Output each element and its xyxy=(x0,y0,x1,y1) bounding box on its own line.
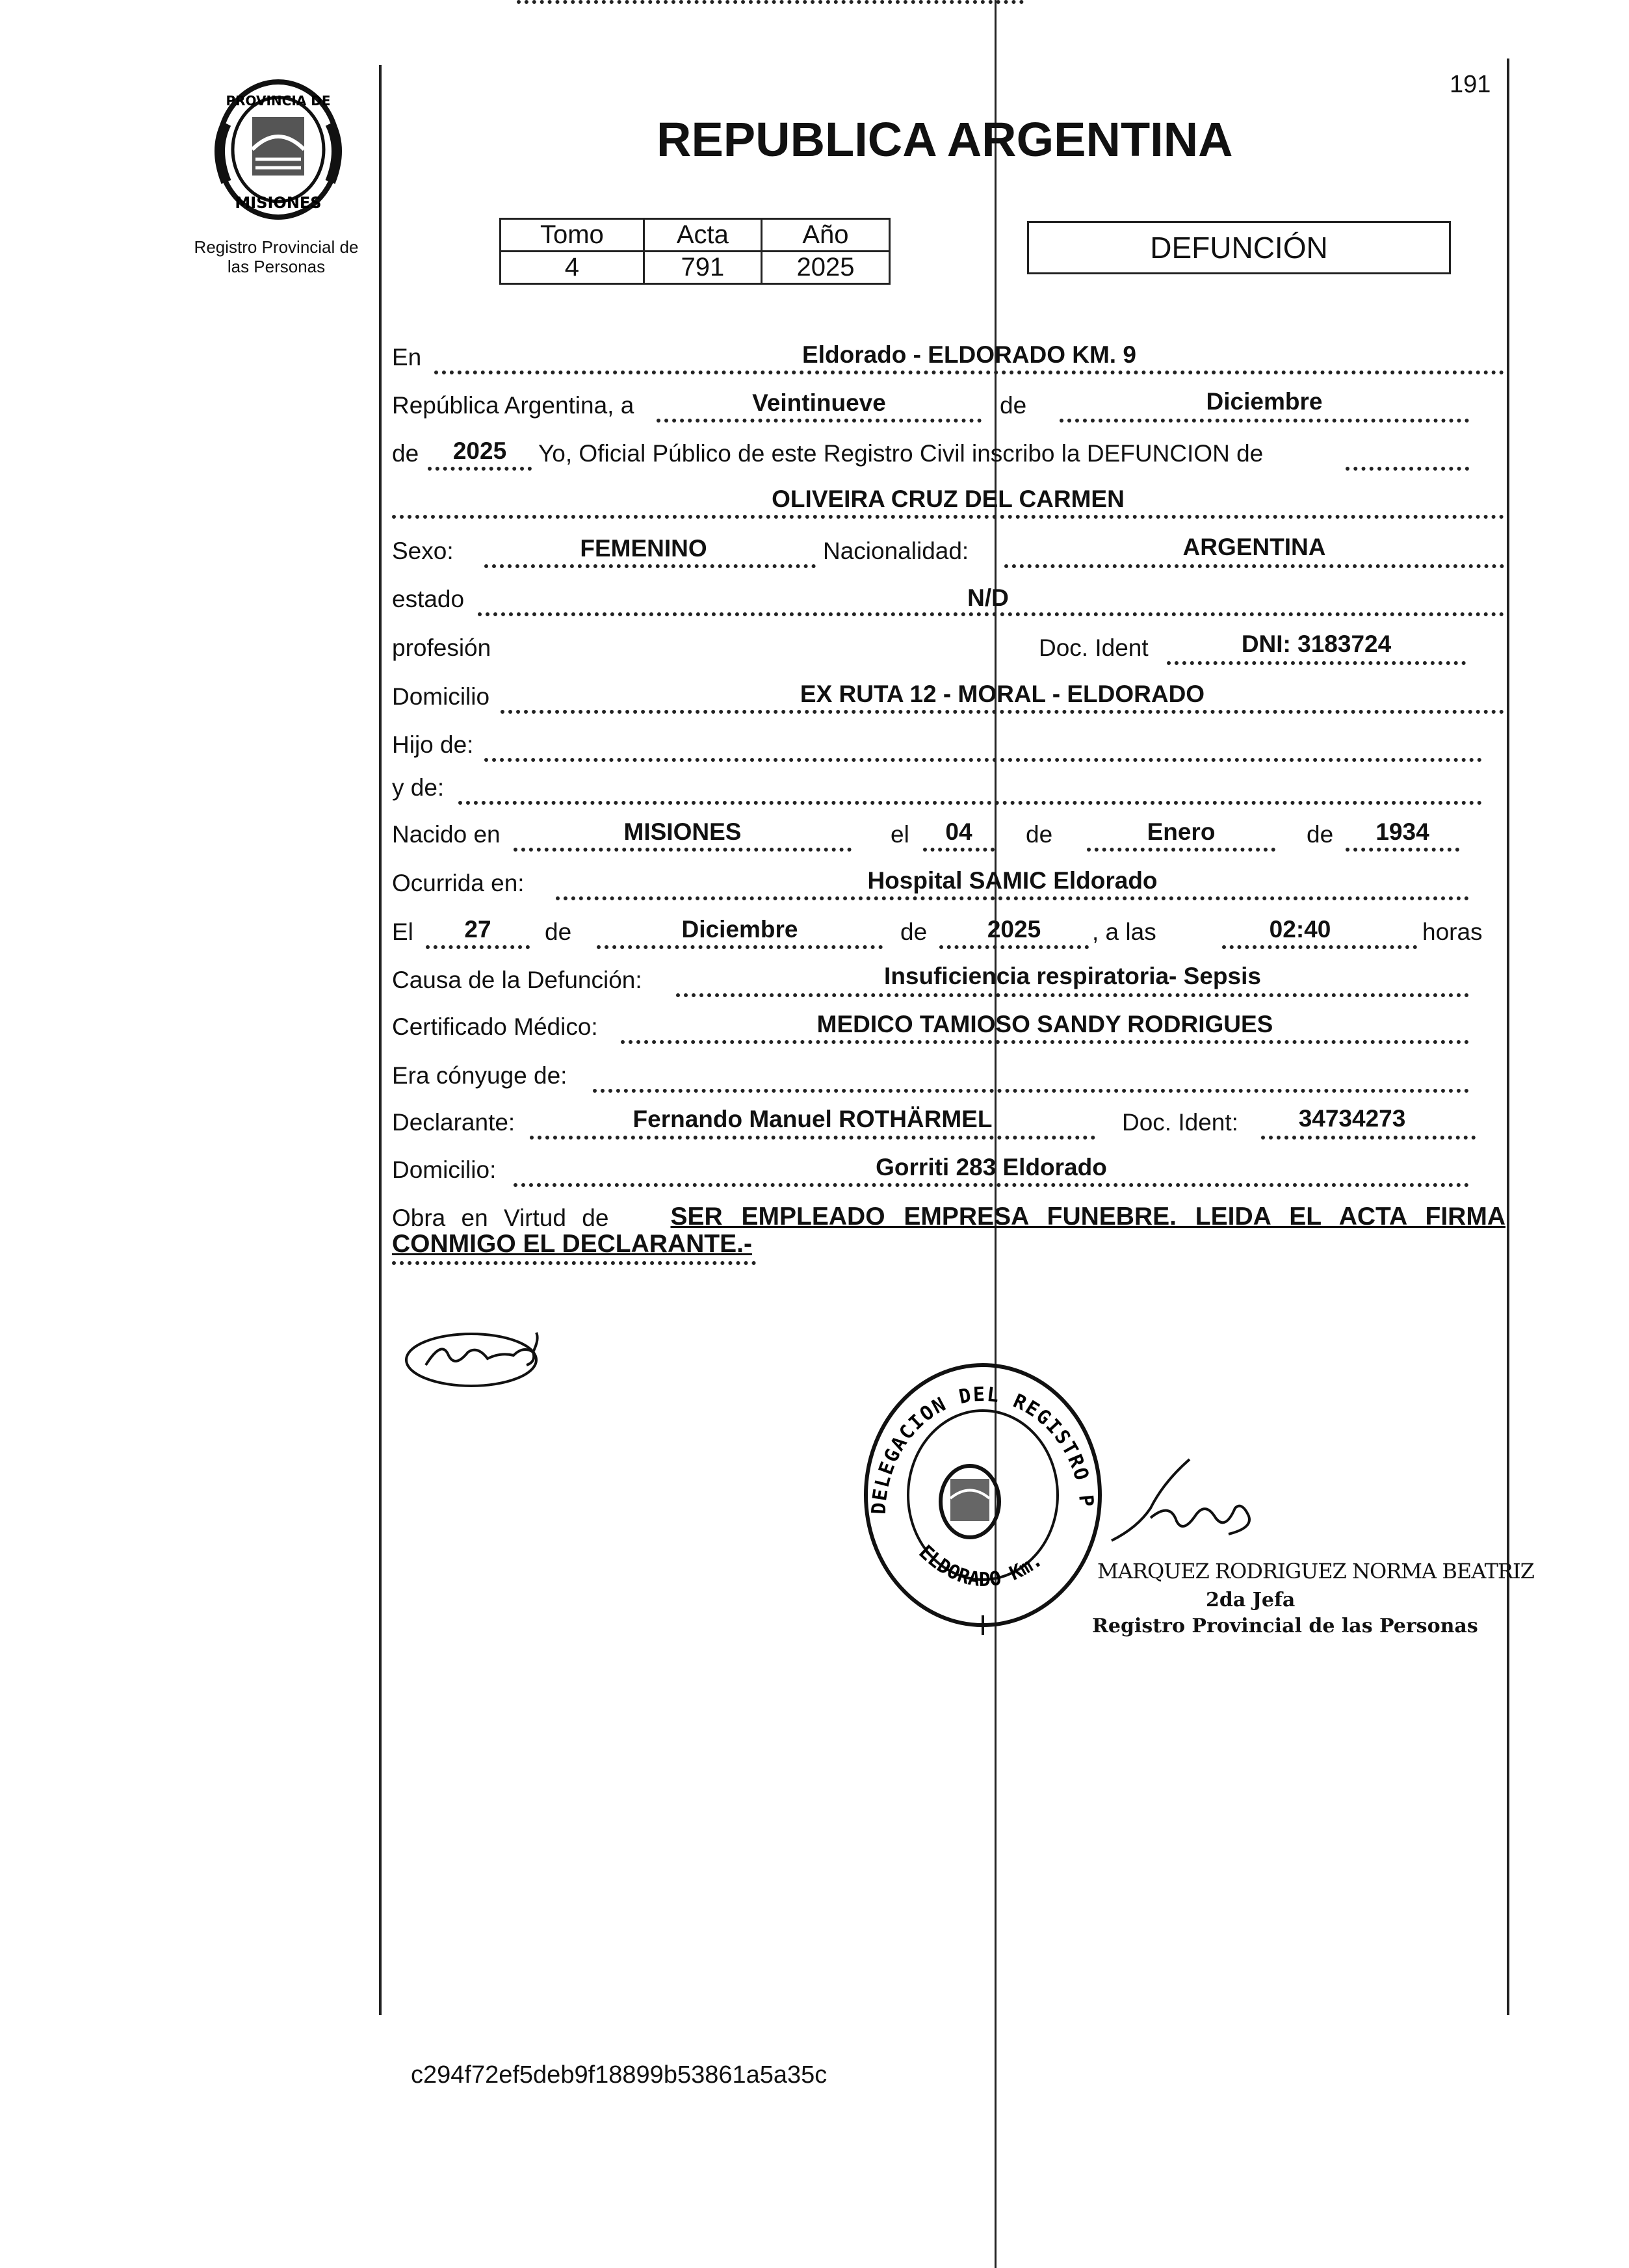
svg-text:PROVINCIA DE: PROVINCIA DE xyxy=(226,93,331,109)
registry-stamp-drawing xyxy=(859,1359,1106,1645)
label-de-nac-anio: de xyxy=(1307,821,1334,848)
field-def-mes: Diciembre xyxy=(681,916,798,943)
label-y-de: y de: xyxy=(392,774,445,801)
field-declarante-domicilio: Gorriti 283 Eldorado xyxy=(876,1154,1107,1180)
field-domicilio: EX RUTA 12 - MORAL - ELDORADO xyxy=(800,681,1205,707)
field-def-anio: 2025 xyxy=(987,916,1041,943)
label-de-def-anio: de xyxy=(900,919,928,945)
field-line-obra xyxy=(392,1261,756,1265)
field-line-nacionalidad xyxy=(1004,564,1504,568)
field-ocurrida-en: Hospital SAMIC Eldorado xyxy=(867,867,1158,894)
registry-line1: Registro Provincial de xyxy=(194,237,359,257)
field-line-declarante xyxy=(530,1136,1095,1140)
official-signature xyxy=(1099,1456,1281,1560)
field-line-y-de xyxy=(458,801,1482,805)
label-ocurrida-en: Ocurrida en: xyxy=(392,870,525,896)
label-doc-ident-declarante: Doc. Ident: xyxy=(1122,1109,1238,1136)
field-line-certificado xyxy=(621,1040,1469,1044)
field-nacido-en: MISIONES xyxy=(623,818,742,845)
field-causa: Insuficiencia respiratoria- Sepsis xyxy=(884,963,1261,989)
record-table-value-row xyxy=(501,252,890,284)
label-domicilio: Domicilio xyxy=(392,683,490,710)
record-table-cell: 2025 xyxy=(761,252,889,284)
field-line-mes xyxy=(1060,419,1469,423)
field-line-def-dia xyxy=(426,945,530,949)
label-conyuge: Era cónyuge de: xyxy=(392,1062,567,1089)
svg-text:ELDORADO Km. 9: ELDORADO Km. xyxy=(914,1541,1047,1592)
svg-text:DELEGACION DEL REGISTRO PROVIN: DELEGACION DEL REGISTRO P xyxy=(867,1383,1098,1515)
field-estado: N/D xyxy=(967,584,1009,611)
field-line-hijo-de xyxy=(484,758,1482,762)
label-el-def: El xyxy=(392,919,413,945)
label-estado: estado xyxy=(392,586,465,612)
record-table-cell: 4 xyxy=(501,252,644,284)
official-name: MARQUEZ RODRIGUEZ NORMA BEATRIZ xyxy=(1097,1559,1534,1584)
label-domicilio-declarante: Domicilio: xyxy=(392,1156,497,1183)
field-line-anio xyxy=(428,467,532,471)
label-en: En xyxy=(392,344,422,371)
field-dia-letras: Veintinueve xyxy=(752,389,886,416)
field-obra-line1: SER EMPLEADO EMPRESA FUNEBRE. LEIDA EL ACTA FIRMA xyxy=(670,1203,1505,1231)
field-line-declarante-domicilio xyxy=(514,1183,1469,1187)
label-nacionalidad: Nacionalidad: xyxy=(823,538,969,564)
declarant-signature-drawing xyxy=(403,1326,559,1398)
record-table-header: Tomo xyxy=(501,219,644,252)
field-nacionalidad: ARGENTINA xyxy=(1182,534,1326,560)
label-sexo: Sexo: xyxy=(392,538,454,564)
field-nac-dia: 04 xyxy=(945,818,972,845)
label-de-def-mes: de xyxy=(545,919,572,945)
label-horas: horas xyxy=(1422,919,1483,945)
label-profesion: profesión xyxy=(392,634,491,661)
field-line-sexo xyxy=(484,564,816,568)
field-line-documento xyxy=(1167,661,1466,665)
label-causa: Causa de la Defunción: xyxy=(392,967,642,993)
field-lugar: Eldorado - ELDORADO KM. 9 xyxy=(802,341,1136,368)
field-line-nac-mes xyxy=(1087,848,1275,852)
label-de-mes: de xyxy=(1000,392,1027,419)
page-number: 191 xyxy=(1450,71,1491,98)
field-line-def-mes xyxy=(597,945,883,949)
document-hash: c294f72ef5deb9f18899b53861a5a35c xyxy=(411,2061,828,2089)
field-line-dia xyxy=(657,419,982,423)
field-line-fallecido xyxy=(392,515,1504,519)
official-registry: Registro Provincial de las Personas xyxy=(1092,1615,1478,1637)
field-line-causa xyxy=(676,993,1469,997)
field-line-estado xyxy=(478,612,1504,616)
field-sexo: FEMENINO xyxy=(580,535,707,562)
field-line-nac-dia xyxy=(923,848,995,852)
field-line-lugar xyxy=(434,371,1504,374)
label-nacido-en: Nacido en xyxy=(392,821,501,848)
field-line-nac-anio xyxy=(1346,848,1459,852)
field-line-def-hora xyxy=(1222,945,1417,949)
page-title: REPUBLICA ARGENTINA xyxy=(657,112,1233,166)
field-line-tail xyxy=(1346,467,1469,471)
svg-text:MISIONES: MISIONES xyxy=(235,194,322,212)
label-de-anio: de xyxy=(392,440,419,467)
right-margin-line xyxy=(1507,59,1509,2015)
label-doc-ident: Doc. Ident xyxy=(1039,634,1149,661)
field-line-ocurrida-en xyxy=(556,896,1469,900)
field-line-domicilio xyxy=(501,710,1504,714)
field-mes: Diciembre xyxy=(1206,388,1323,415)
field-def-dia: 27 xyxy=(464,916,491,943)
official-role: 2da Jefa xyxy=(1206,1589,1296,1611)
label-el: el xyxy=(891,821,909,848)
field-def-hora: 02:40 xyxy=(1269,916,1331,943)
label-a-las: , a las xyxy=(1092,919,1156,945)
field-nac-anio: 1934 xyxy=(1375,818,1429,845)
registry-line2: las Personas xyxy=(227,257,326,276)
field-documento: DNI: 3183724 xyxy=(1241,631,1392,657)
seal-emblem-icon xyxy=(207,78,350,221)
province-seal-logo xyxy=(207,78,350,221)
record-type-box: DEFUNCIÓN xyxy=(1027,221,1451,274)
field-fallecido: OLIVEIRA CRUZ DEL CARMEN xyxy=(772,486,1125,512)
left-margin-line xyxy=(379,65,382,2015)
record-table-header-row xyxy=(501,219,890,252)
field-declarante: Fernando Manuel ROTHÄRMEL xyxy=(632,1106,993,1132)
label-republica: República Argentina, a xyxy=(392,392,634,419)
field-line-profesion xyxy=(517,0,1024,4)
field-line-conyuge xyxy=(593,1089,1469,1093)
field-anio: 2025 xyxy=(452,437,507,464)
field-line-def-anio xyxy=(939,945,1089,949)
field-line-nacido-en xyxy=(514,848,852,852)
label-de-nac-mes: de xyxy=(1026,821,1053,848)
official-stamp xyxy=(859,1359,1106,1645)
record-table-header: Año xyxy=(761,219,889,252)
field-obra-line2: CONMIGO EL DECLARANTE.- xyxy=(392,1230,752,1258)
field-line-declarante-doc xyxy=(1261,1136,1476,1140)
record-table-header: Acta xyxy=(644,219,761,252)
label-yo-oficial: Yo, Oficial Público de este Registro Civil inscribo la DEFUNCION de xyxy=(538,440,1264,467)
field-nac-mes: Enero xyxy=(1147,818,1216,845)
official-signature-drawing xyxy=(1099,1456,1281,1560)
registry-name xyxy=(176,237,377,276)
record-table-cell: 791 xyxy=(644,252,761,284)
label-hijo-de: Hijo de: xyxy=(392,731,474,758)
field-declarante-doc: 34734273 xyxy=(1298,1105,1406,1132)
field-certificado: MEDICO TAMIOSO SANDY RODRIGUES xyxy=(816,1011,1273,1037)
label-obra: Obra en Virtud de xyxy=(392,1205,609,1231)
record-table xyxy=(499,218,891,285)
label-certificado: Certificado Médico: xyxy=(392,1013,598,1040)
declarant-signature xyxy=(403,1326,559,1398)
label-declarante: Declarante: xyxy=(392,1109,515,1136)
